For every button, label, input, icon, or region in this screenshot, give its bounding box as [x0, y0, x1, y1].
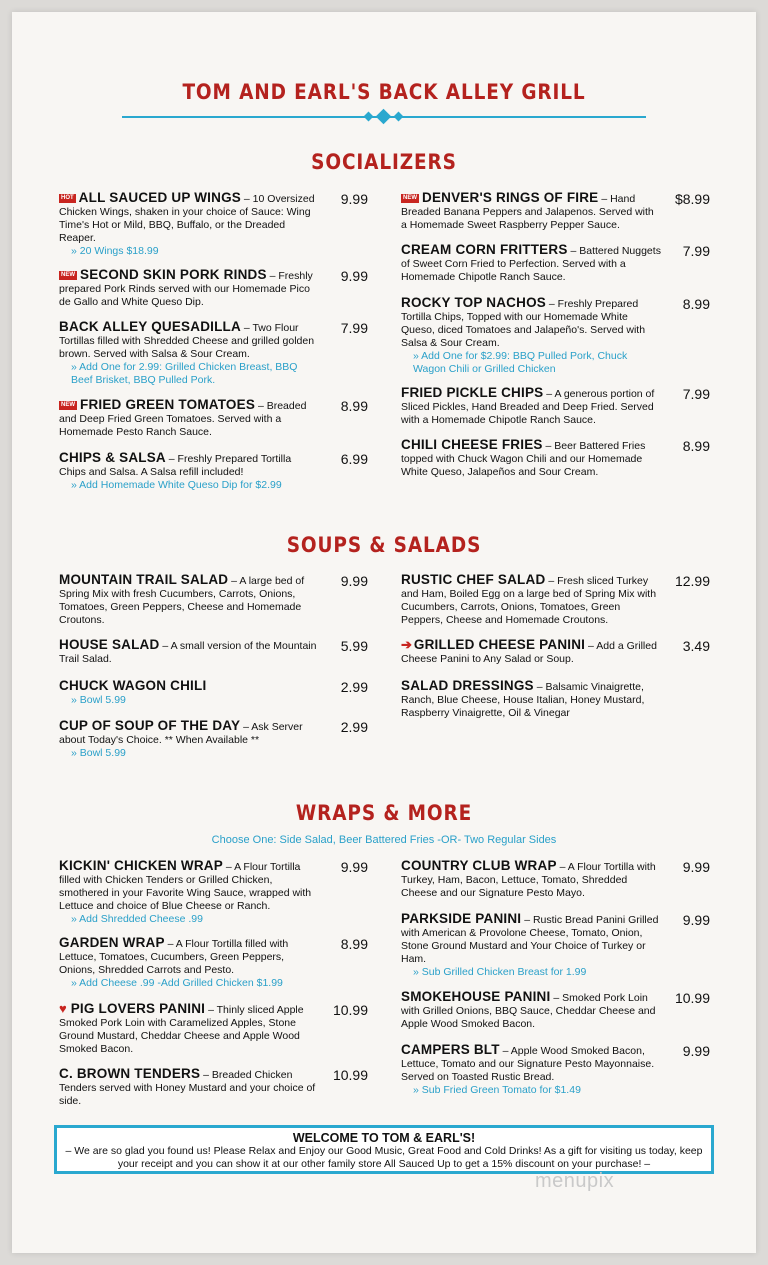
menu-item-pig-lovers-panini: ♥ PIG LOVERS PANINI – Thinly sliced Apple Smoked Pork Loin with Caramelized Apples, Stone Ground Mustard, Cheddar Cheese and Apple Wood Smoked Bacon.	[59, 1001, 304, 1055]
hot-badge: HOT	[61, 195, 74, 201]
menu-item-pickle-chips: FRIED PICKLE CHIPS – A generous portion of Sliced Pickles, Hand Breaded and Deep Fried. Served with a Homemade Chipotle Ranch Sauce.	[401, 385, 655, 426]
title-divider	[122, 110, 646, 124]
menu-item-soup-of-the-day: CUP OF SOUP OF THE DAY – Ask Server about Today's Choice. ** When Available ** » Bowl 5.99	[59, 718, 303, 759]
menu-item-parkside-panini: PARKSIDE PANINI – Rustic Bread Panini Grilled with American & Provolone Cheese, Tomato, Onion, Stone Ground Mustard and Your Choice of Turkey or Ham. » Sub Grilled Chicken Breast for 1.99	[401, 911, 659, 978]
menu-item-fried-green-tomatoes: NEW FRIED GREEN TOMATOES – Breaded and Deep Fried Green Tomatoes. Served with a Homemade Pesto Ranch Sauce.	[59, 397, 307, 438]
menu-item-quesadilla: BACK ALLEY QUESADILLA – Two Flour Tortillas filled with Shredded Cheese and grilled golden brown. Served with Salsa & Sour Cream. » Add One for 2.99: Grilled Chicken Breast, BBQ Beef Brisket, BBQ Pulled Pork.	[59, 319, 315, 386]
price: 8.99	[682, 438, 710, 454]
price: 3.49	[682, 638, 710, 654]
wraps-side-note: Choose One: Side Salad, Beer Battered Fries -OR- Two Regular Sides	[211, 834, 557, 846]
menu-item-smokehouse-panini: SMOKEHOUSE PANINI – Smoked Pork Loin with Grilled Onions, BBQ Sauce, Cheddar Cheese and Apple Wood Smoked Bacon.	[401, 989, 656, 1030]
new-badge: NEW	[403, 195, 417, 201]
price: 10.99	[332, 1067, 368, 1083]
menu-item-grilled-cheese-panini: ➔ GRILLED CHEESE PANINI – Add a Grilled Cheese Panini to Any Salad or Soup.	[401, 637, 657, 665]
section-title-soups-salads: SOUPS & SALADS	[286, 533, 482, 557]
new-badge: NEW	[61, 272, 75, 278]
price: 12.99	[674, 573, 710, 589]
price: 10.99	[332, 1002, 368, 1018]
welcome-title: WELCOME TO TOM & EARL'S!	[292, 1131, 476, 1145]
price: 9.99	[340, 268, 368, 284]
price: 7.99	[682, 243, 710, 259]
price: 7.99	[340, 320, 368, 336]
price: 9.99	[340, 573, 368, 589]
menu-item-rustic-chef-salad: RUSTIC CHEF SALAD – Fresh sliced Turkey and Ham, Boiled Egg on a large bed of Spring Mix with Cucumbers, Carrots, Onions, Tomatoes, Green Peppers, Cheese and Homemade Croutons.	[401, 572, 657, 626]
price: 9.99	[682, 912, 710, 928]
arrow-right-icon: ➔	[401, 637, 412, 652]
price: 8.99	[682, 296, 710, 312]
menu-item-country-club-wrap: COUNTRY CLUB WRAP – A Flour Tortilla with Turkey, Ham, Bacon, Lettuce, Tomato, Shredded Cheese and our Signature Pesto Mayo.	[401, 858, 656, 899]
price: 2.99	[340, 719, 368, 735]
price: 9.99	[340, 191, 368, 207]
price: 9.99	[682, 1043, 710, 1059]
heart-icon: ♥	[59, 1001, 67, 1016]
menu-item-wings: HOT ALL SAUCED UP WINGS – 10 Oversized Chicken Wings, shaken in your choice of Sauce: Wing Time's Hot or Mild, BBQ, Buffalo, or the Dreaded Reaper. » 20 Wings $18.99	[59, 190, 315, 257]
price: 5.99	[340, 638, 368, 654]
menu-item-mountain-trail-salad: MOUNTAIN TRAIL SALAD – A large bed of Spring Mix with fresh Cucumbers, Carrots, Onions, Tomatoes, Green Peppers, Cheese and Homemade Croutons.	[59, 572, 305, 626]
section-title-wraps-more: WRAPS & MORE	[295, 801, 473, 825]
price: 9.99	[340, 859, 368, 875]
welcome-box	[54, 1125, 714, 1174]
menu-item-rings-of-fire: NEW DENVER'S RINGS OF FIRE – Hand Breaded Banana Peppers and Jalapenos. Served with a Homemade Sweet Raspberry Pepper Sauce.	[401, 190, 654, 231]
menu-item-corn-fritters: CREAM CORN FRITTERS – Battered Nuggets of Sweet Corn Fried to Perfection. Served with a Homemade Chipotle Ranch Sauce.	[401, 242, 661, 283]
menu-item-c-brown-tenders: C. BROWN TENDERS – Breaded Chicken Tenders served with Honey Mustard and your choice of side.	[59, 1066, 316, 1107]
price: 6.99	[340, 451, 368, 467]
menu-item-kickin-chicken-wrap: KICKIN' CHICKEN WRAP – A Flour Tortilla filled with Chicken Tenders or Grilled Chicken, smothered in your Favorite Wing Sauce, wrapped with Lettuce and choice of Blue Cheese or Ranch. » Add Shredded Cheese .99	[59, 858, 312, 925]
price: 10.99	[674, 990, 710, 1006]
menu-item-pork-rinds: NEW SECOND SKIN PORK RINDS – Freshly prepared Pork Rinds served with our Homemade Pico de Gallo and White Queso Dip.	[59, 267, 313, 308]
menu-item-chips-salsa: CHIPS & SALSA – Freshly Prepared Tortilla Chips and Salsa. A Salsa refill included! » Add Homemade White Queso Dip for $2.99	[59, 450, 292, 491]
watermark-logo: menupix	[535, 1170, 615, 1192]
price: 8.99	[340, 398, 368, 414]
menu-item-garden-wrap: GARDEN WRAP – A Flour Tortilla filled with Lettuce, Tomatoes, Cucumbers, Green Peppers, Onions, Shredded Carrots and Pesto. » Add Cheese .99 -Add Grilled Chicken $1.99	[59, 935, 289, 989]
price: 9.99	[682, 859, 710, 875]
price: 8.99	[340, 936, 368, 952]
menu-item-chili-cheese-fries: CHILI CHEESE FRIES – Beer Battered Fries topped with Chuck Wagon Chili and our Homemade White Queso, Jalapeños and Sour Cream.	[401, 437, 646, 478]
price: 7.99	[682, 386, 710, 402]
menu-item-nachos: ROCKY TOP NACHOS – Freshly Prepared Tortilla Chips, Topped with our Homemade White Queso, diced Tomatoes and Jalapeño's. Served with Salsa & Sour Cream. » Add One for $2.99: BBQ Pulled Pork, Chuck Wagon Chili or Grilled Chicken	[401, 295, 646, 375]
section-title-socializers: SOCIALIZERS	[311, 150, 457, 174]
restaurant-title: TOM AND EARL'S BACK ALLEY GRILL	[182, 80, 586, 104]
menu-item-salad-dressings: SALAD DRESSINGS – Balsamic Vinaigrette, Ranch, Blue Cheese, House Italian, Honey Mustard, Raspberry Vinaigrette, Oil & Vinegar	[401, 678, 645, 719]
price: 2.99	[340, 679, 368, 695]
welcome-message: – We are so glad you found us! Please Relax and Enjoy our Good Music, Great Food and Cold Drinks! As a gift for visiting us today, keep your receipt and you can show it at our other family store All Sauced Up to get a 15% discount on your purchase! –	[65, 1145, 703, 1170]
menu-item-chuck-wagon-chili: CHUCK WAGON CHILI » Bowl 5.99	[59, 678, 207, 706]
menu-item-campers-blt: CAMPERS BLT – Apple Wood Smoked Bacon, Lettuce, Tomato and our Signature Pesto Mayonnaise. Served on Toasted Rustic Bread. » Sub Fried Green Tomato for $1.49	[401, 1042, 655, 1096]
new-badge: NEW	[61, 402, 75, 408]
price: $8.99	[674, 191, 710, 207]
menu-item-house-salad: HOUSE SALAD – A small version of the Mountain Trail Salad.	[59, 637, 317, 665]
